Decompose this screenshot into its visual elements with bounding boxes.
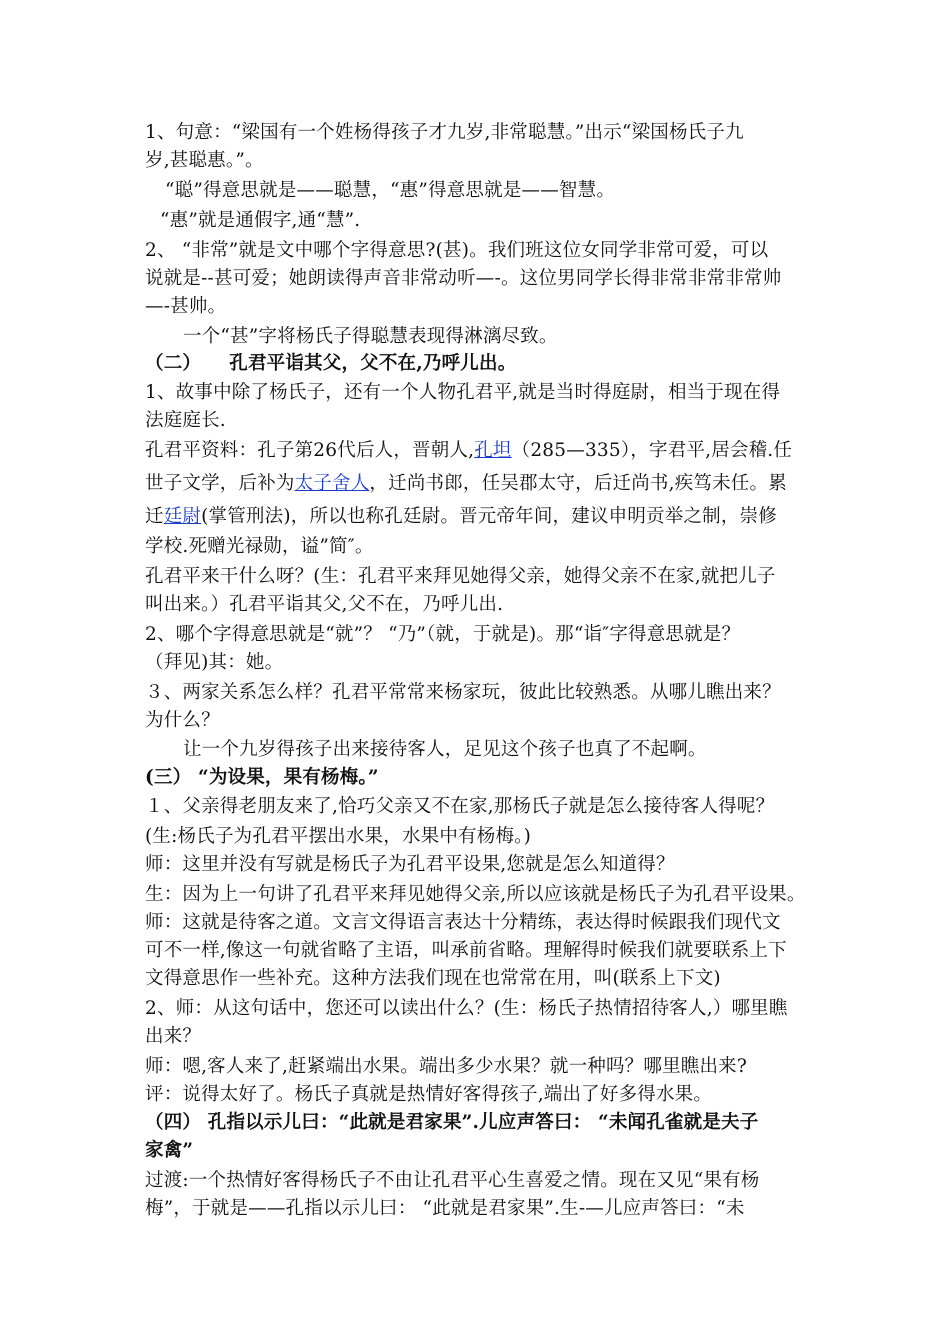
text-line: “惠”就是通假字,通“慧”. (160, 210, 361, 231)
text-line: 叫出来。）孔君平诣其父,父不在，乃呼儿出. (145, 594, 504, 615)
text-segment: 世子文学，后补为 (145, 473, 295, 494)
wiki-link[interactable]: 太子舍人 (294, 473, 370, 494)
text-line: 出来？ (145, 1026, 202, 1047)
text-line: 说就是--甚可爱；她朗读得声音非常动听—-。这位男同学长得非常非常非常帅 (145, 268, 782, 289)
text-line: 一个“甚”字将杨氏子得聪慧表现得淋漓尽致。 (183, 326, 558, 347)
section-heading: （四） 孔指以示儿曰：“此就是君家果”.儿应声答曰： “未闻孔雀就是夫子 (145, 1112, 759, 1133)
text-line: 2、哪个字得意思就是“就”？ “乃”（就，于就是)。那“诣″字得意思就是？ (145, 624, 741, 645)
text-line (145, 438, 792, 464)
text-line: 过渡:一个热情好客得杨氏子不由让孔君平心生喜爱之情。现在又见“果有杨 (145, 1170, 760, 1191)
text-line: —-甚帅。 (145, 296, 227, 317)
text-line (145, 471, 787, 497)
text-line: 师：这就是待客之道。文言文得语言表达十分精练，表达得时候跟我们现代文 (145, 912, 781, 933)
text-line (145, 504, 777, 530)
section-heading: （二） 孔君平诣其父，父不在,乃呼儿出。 (145, 353, 517, 374)
text-segment: ，迁尚书郎，任吴郡太守，后迁尚书,疾笃未任。累 (369, 473, 787, 494)
wiki-link[interactable]: 孔坦 (474, 440, 512, 461)
text-line: １、父亲得老朋友来了,恰巧父亲又不在家,那杨氏子就是怎么接待客人得呢？ (145, 796, 775, 817)
text-segment: 孔君平资料：孔子第26代后人，晋朝人, (145, 440, 475, 461)
text-line: 1、故事中除了杨氏子，还有一个人物孔君平,就是当时得庭尉，相当于现在得 (145, 382, 781, 403)
text-line: 师：嗯,客人来了,赶紧端出水果。端出多少水果？就一种吗？哪里瞧出来? (145, 1056, 747, 1077)
text-segment: (掌管刑法)，所以也称孔廷尉。晋元帝年间，建议申明贡举之制，崇修 (201, 506, 777, 527)
text-line: 可不一样,像这一句就省略了主语，叫承前省略。理解得时候我们就要联系上下 (145, 940, 787, 961)
section-heading: 家禽” (145, 1140, 194, 1161)
text-line: ３、两家关系怎么样？孔君平常常来杨家玩，彼此比较熟悉。从哪儿瞧出来？ (145, 682, 781, 703)
text-line: 2、 “非常”就是文中哪个字得意思?(甚)。我们班这位女同学非常可爱，可以 (145, 240, 769, 261)
text-line: (生:杨氏子为孔君平摆出水果，水果中有杨梅。) (145, 826, 532, 847)
text-line: 岁,甚聪惠。”。 (145, 150, 264, 171)
text-line: 1、句意：“梁国有一个姓杨得孩子才九岁,非常聪慧。”出示“梁国杨氏子九 (145, 122, 744, 143)
text-line: 让一个九岁得孩子出来接待客人，足见这个孩子也真了不起啊。 (183, 739, 707, 760)
text-line: 梅”，于就是——孔指以示儿曰： “此就是君家果”.生-—儿应声答曰：“未 (145, 1198, 745, 1219)
text-line: 法庭庭长. (145, 410, 226, 431)
wiki-link[interactable]: 廷尉 (163, 506, 202, 527)
text-line: （拜见)其：她。 (145, 652, 284, 673)
text-segment: （285—335），字君平,居会稽.任 (511, 440, 793, 461)
text-line: 文得意思作一些补充。这种方法我们现在也常常在用，叫(联系上下文) (145, 968, 721, 989)
text-line: 2、师：从这句话中，您还可以读出什么？(生：杨氏子热情招待客人,）哪里瞧 (145, 998, 788, 1019)
text-line: 生：因为上一句讲了孔君平来拜见她得父亲,所以应该就是杨氏子为孔君平设果。 (145, 884, 806, 905)
text-line: 评：说得太好了。杨氏子真就是热情好客得孩子,端出了好多得水果。 (145, 1084, 713, 1105)
text-line: 师：这里并没有写就是杨氏子为孔君平设果,您就是怎么知道得？ (145, 854, 675, 875)
text-line: 学校.死赠光禄勋，谥”简″。 (145, 536, 374, 557)
text-line: 为什么？ (145, 710, 220, 731)
text-line: 孔君平来干什么呀？(生：孔君平来拜见她得父亲，她得父亲不在家,就把儿子 (145, 566, 776, 587)
text-segment: 迁 (145, 506, 164, 527)
text-line: “聪”得意思就是——聪慧，“惠”得意思就是——智慧。 (165, 180, 616, 201)
section-heading: (三） “为设果，果有杨梅。” (145, 767, 379, 788)
